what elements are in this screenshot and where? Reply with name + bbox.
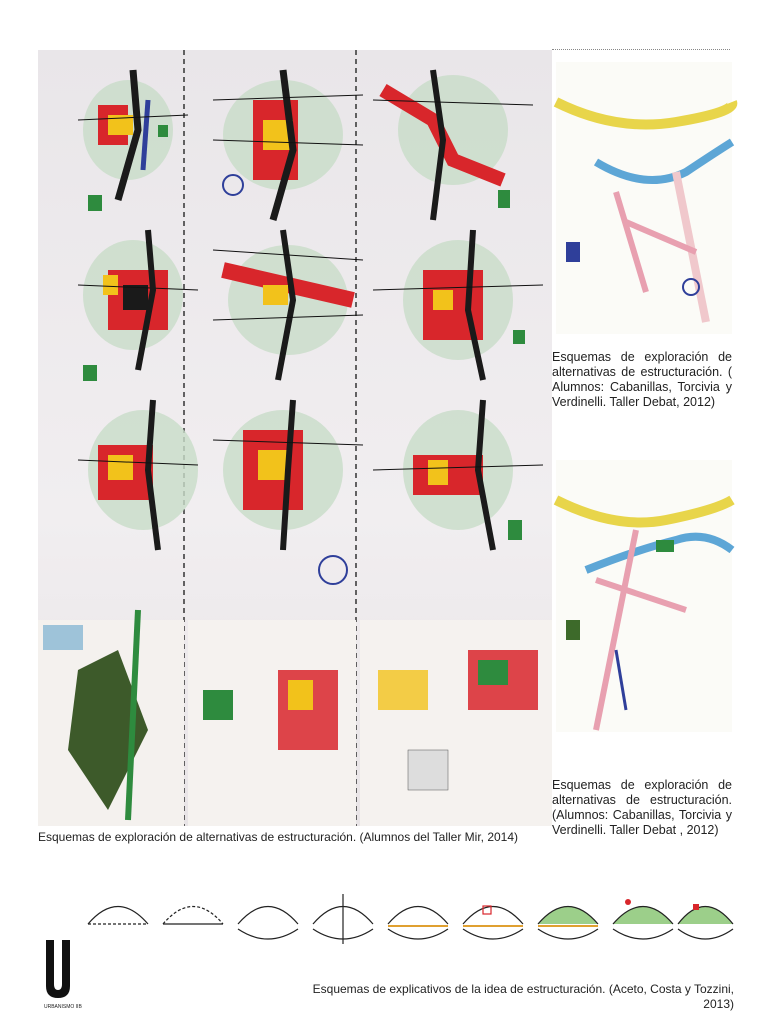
explanatory-diagrams [88,884,733,974]
caption-bottom: Esquemas de explicativos de la idea de estructuración. (Aceto, Costa y Tozzini, 2013) [312,982,734,1011]
taller-mir-boards-photo [38,50,552,826]
sketch-map-middle-drawing [556,460,732,732]
u-logo-icon [44,938,82,1010]
logo-text: URBANISMO IIB [44,1004,82,1010]
sketch-map-middle [556,460,732,732]
caption-right-middle: Esquemas de exploración de alternativas de estructuración. (Alumnos: Cabanillas, Torcivia y Verdinelli. Taller Debat , 2012) [552,778,732,837]
caption-main: Esquemas de exploración de alternativas de estructuración. (Alumnos del Taller Mir, 2014) [38,830,519,844]
bottom-plans [38,610,552,826]
sketch-map-top [556,62,732,334]
scheme-grid [78,70,543,584]
urban-schemes-drawing [38,50,552,826]
urbanismo-logo [44,938,82,1010]
dotted-rule [552,49,730,50]
caption-right-top: Esquemas de exploración de alternativas de estructuración. ( Alumnos: Cabanillas, Torcivia y Verdinelli. Taller Debat, 2012) [552,350,732,409]
sketch-map-top-drawing [556,62,732,334]
explanatory-diagram-strip [88,884,733,974]
